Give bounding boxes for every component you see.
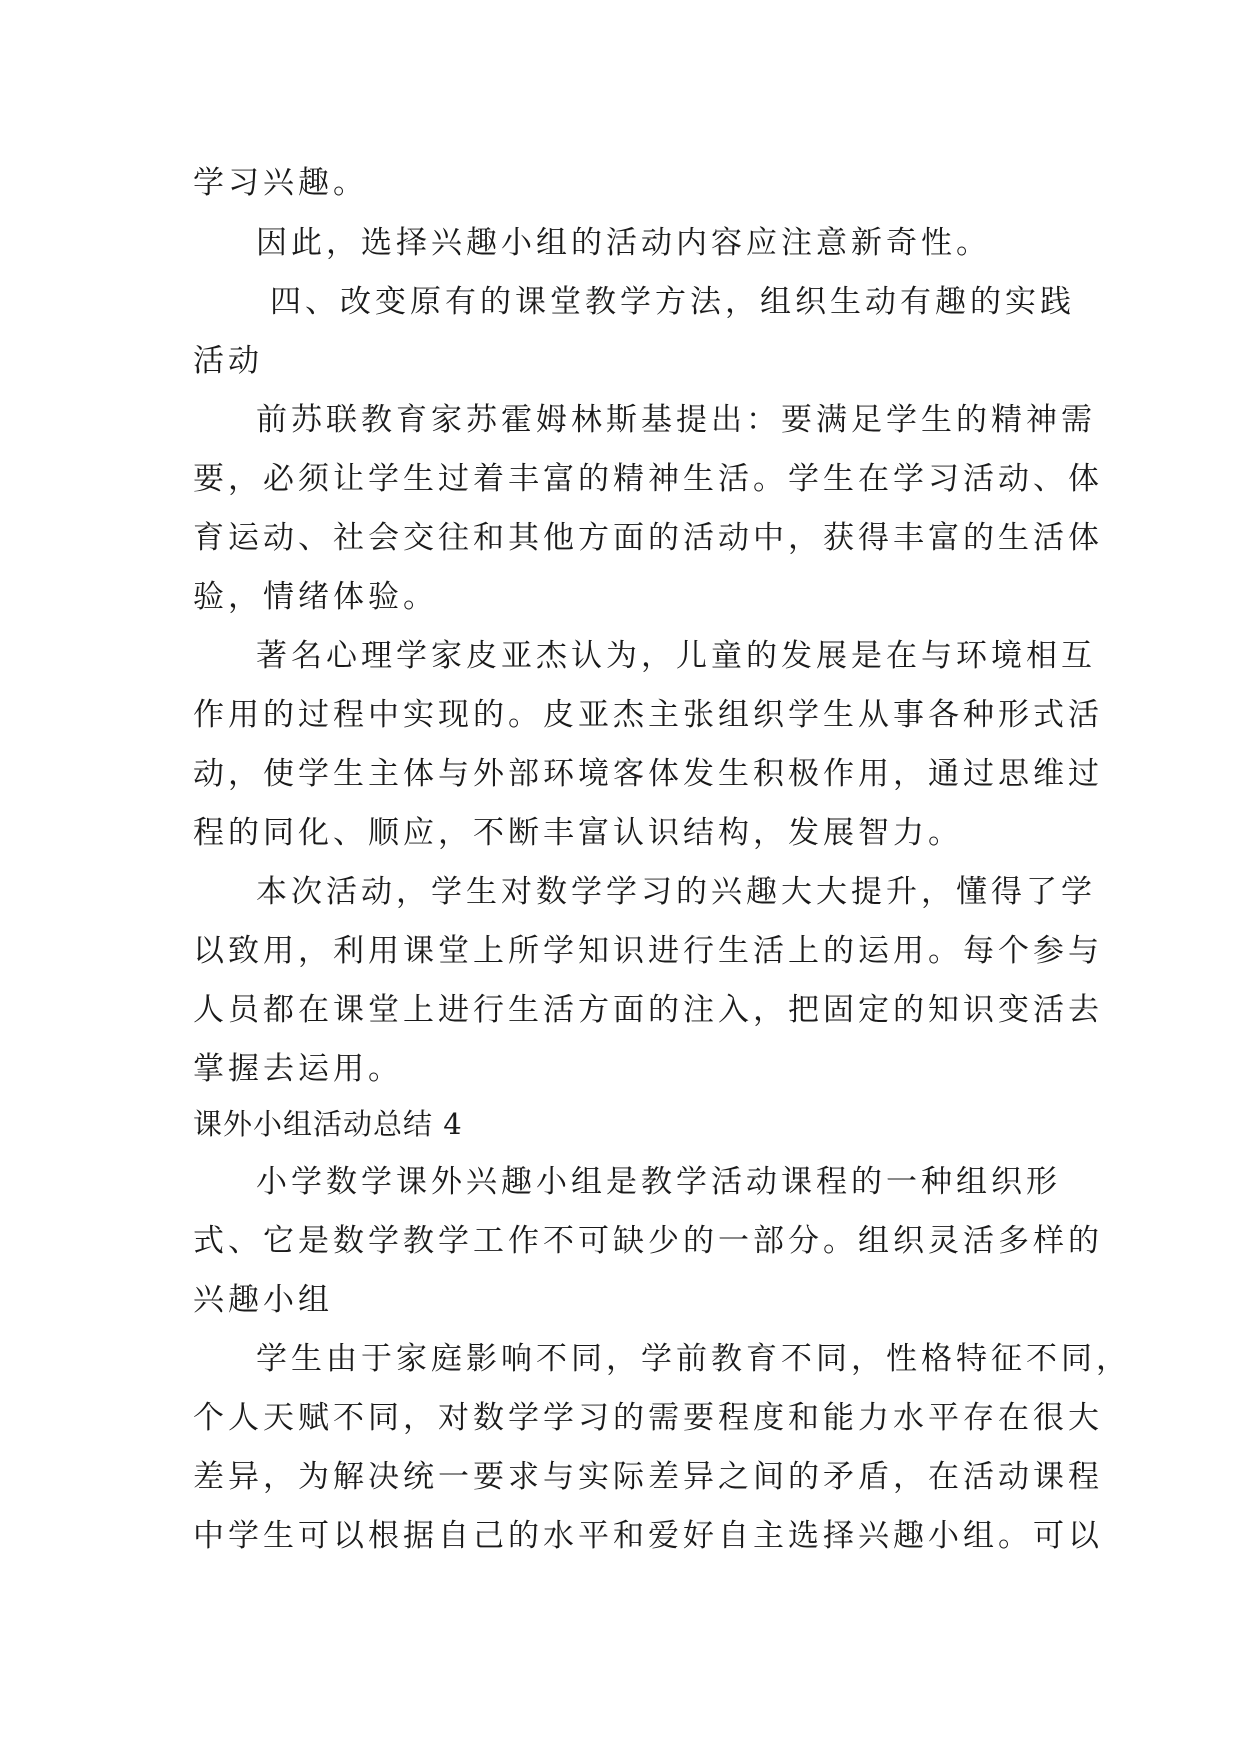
- text-line: 中学生可以根据自己的水平和爱好自主选择兴趣小组。可以: [193, 1518, 1103, 1554]
- text-line: 式、它是数学教学工作不可缺少的一部分。组织灵活多样的: [193, 1223, 1103, 1259]
- subtitle-heading: 课外小组活动总结 4: [193, 1107, 463, 1141]
- text-line: 以致用，利用课堂上所学知识进行生活上的运用。每个参与: [193, 933, 1103, 969]
- text-line: 掌握去运用。: [193, 1051, 403, 1087]
- text-line: 兴趣小组: [193, 1282, 333, 1318]
- paragraph-text: 因此，选择兴趣小组的活动内容应注意新奇性。: [256, 225, 991, 261]
- text-line: 程的同化、顺应，不断丰富认识结构，发展智力。: [193, 815, 963, 851]
- paragraph-text: 本次活动，学生对数学学习的兴趣大大提升，懂得了学: [256, 874, 1096, 910]
- text-line: 验，情绪体验。: [193, 579, 438, 615]
- text-line: 育运动、社会交往和其他方面的活动中，获得丰富的生活体: [193, 520, 1103, 556]
- paragraph-text: 前苏联教育家苏霍姆林斯基提出：要满足学生的精神需: [256, 402, 1096, 438]
- text-line: 人员都在课堂上进行生活方面的注入，把固定的知识变活去: [193, 992, 1103, 1028]
- text-line: 动，使学生主体与外部环境客体发生积极作用，通过思维过: [193, 756, 1103, 792]
- paragraph-text: 小学数学课外兴趣小组是教学活动课程的一种组织形: [256, 1164, 1061, 1200]
- section-heading-continued: 活动: [193, 343, 263, 379]
- paragraph-text: 著名心理学家皮亚杰认为，儿童的发展是在与环境相互: [256, 638, 1096, 674]
- paragraph-text: 学生由于家庭影响不同，学前教育不同，性格特征不同，: [256, 1341, 1131, 1377]
- text-line: 个人天赋不同，对数学学习的需要程度和能力水平存在很大: [193, 1400, 1103, 1436]
- text-line: 学习兴趣。: [193, 165, 368, 201]
- section-heading: 四、改变原有的课堂教学方法，组织生动有趣的实践: [270, 284, 1075, 320]
- text-line: 差异，为解决统一要求与实际差异之间的矛盾，在活动课程: [193, 1459, 1103, 1495]
- text-line: 要，必须让学生过着丰富的精神生活。学生在学习活动、体: [193, 461, 1103, 497]
- text-line: 作用的过程中实现的。皮亚杰主张组织学生从事各种形式活: [193, 697, 1103, 733]
